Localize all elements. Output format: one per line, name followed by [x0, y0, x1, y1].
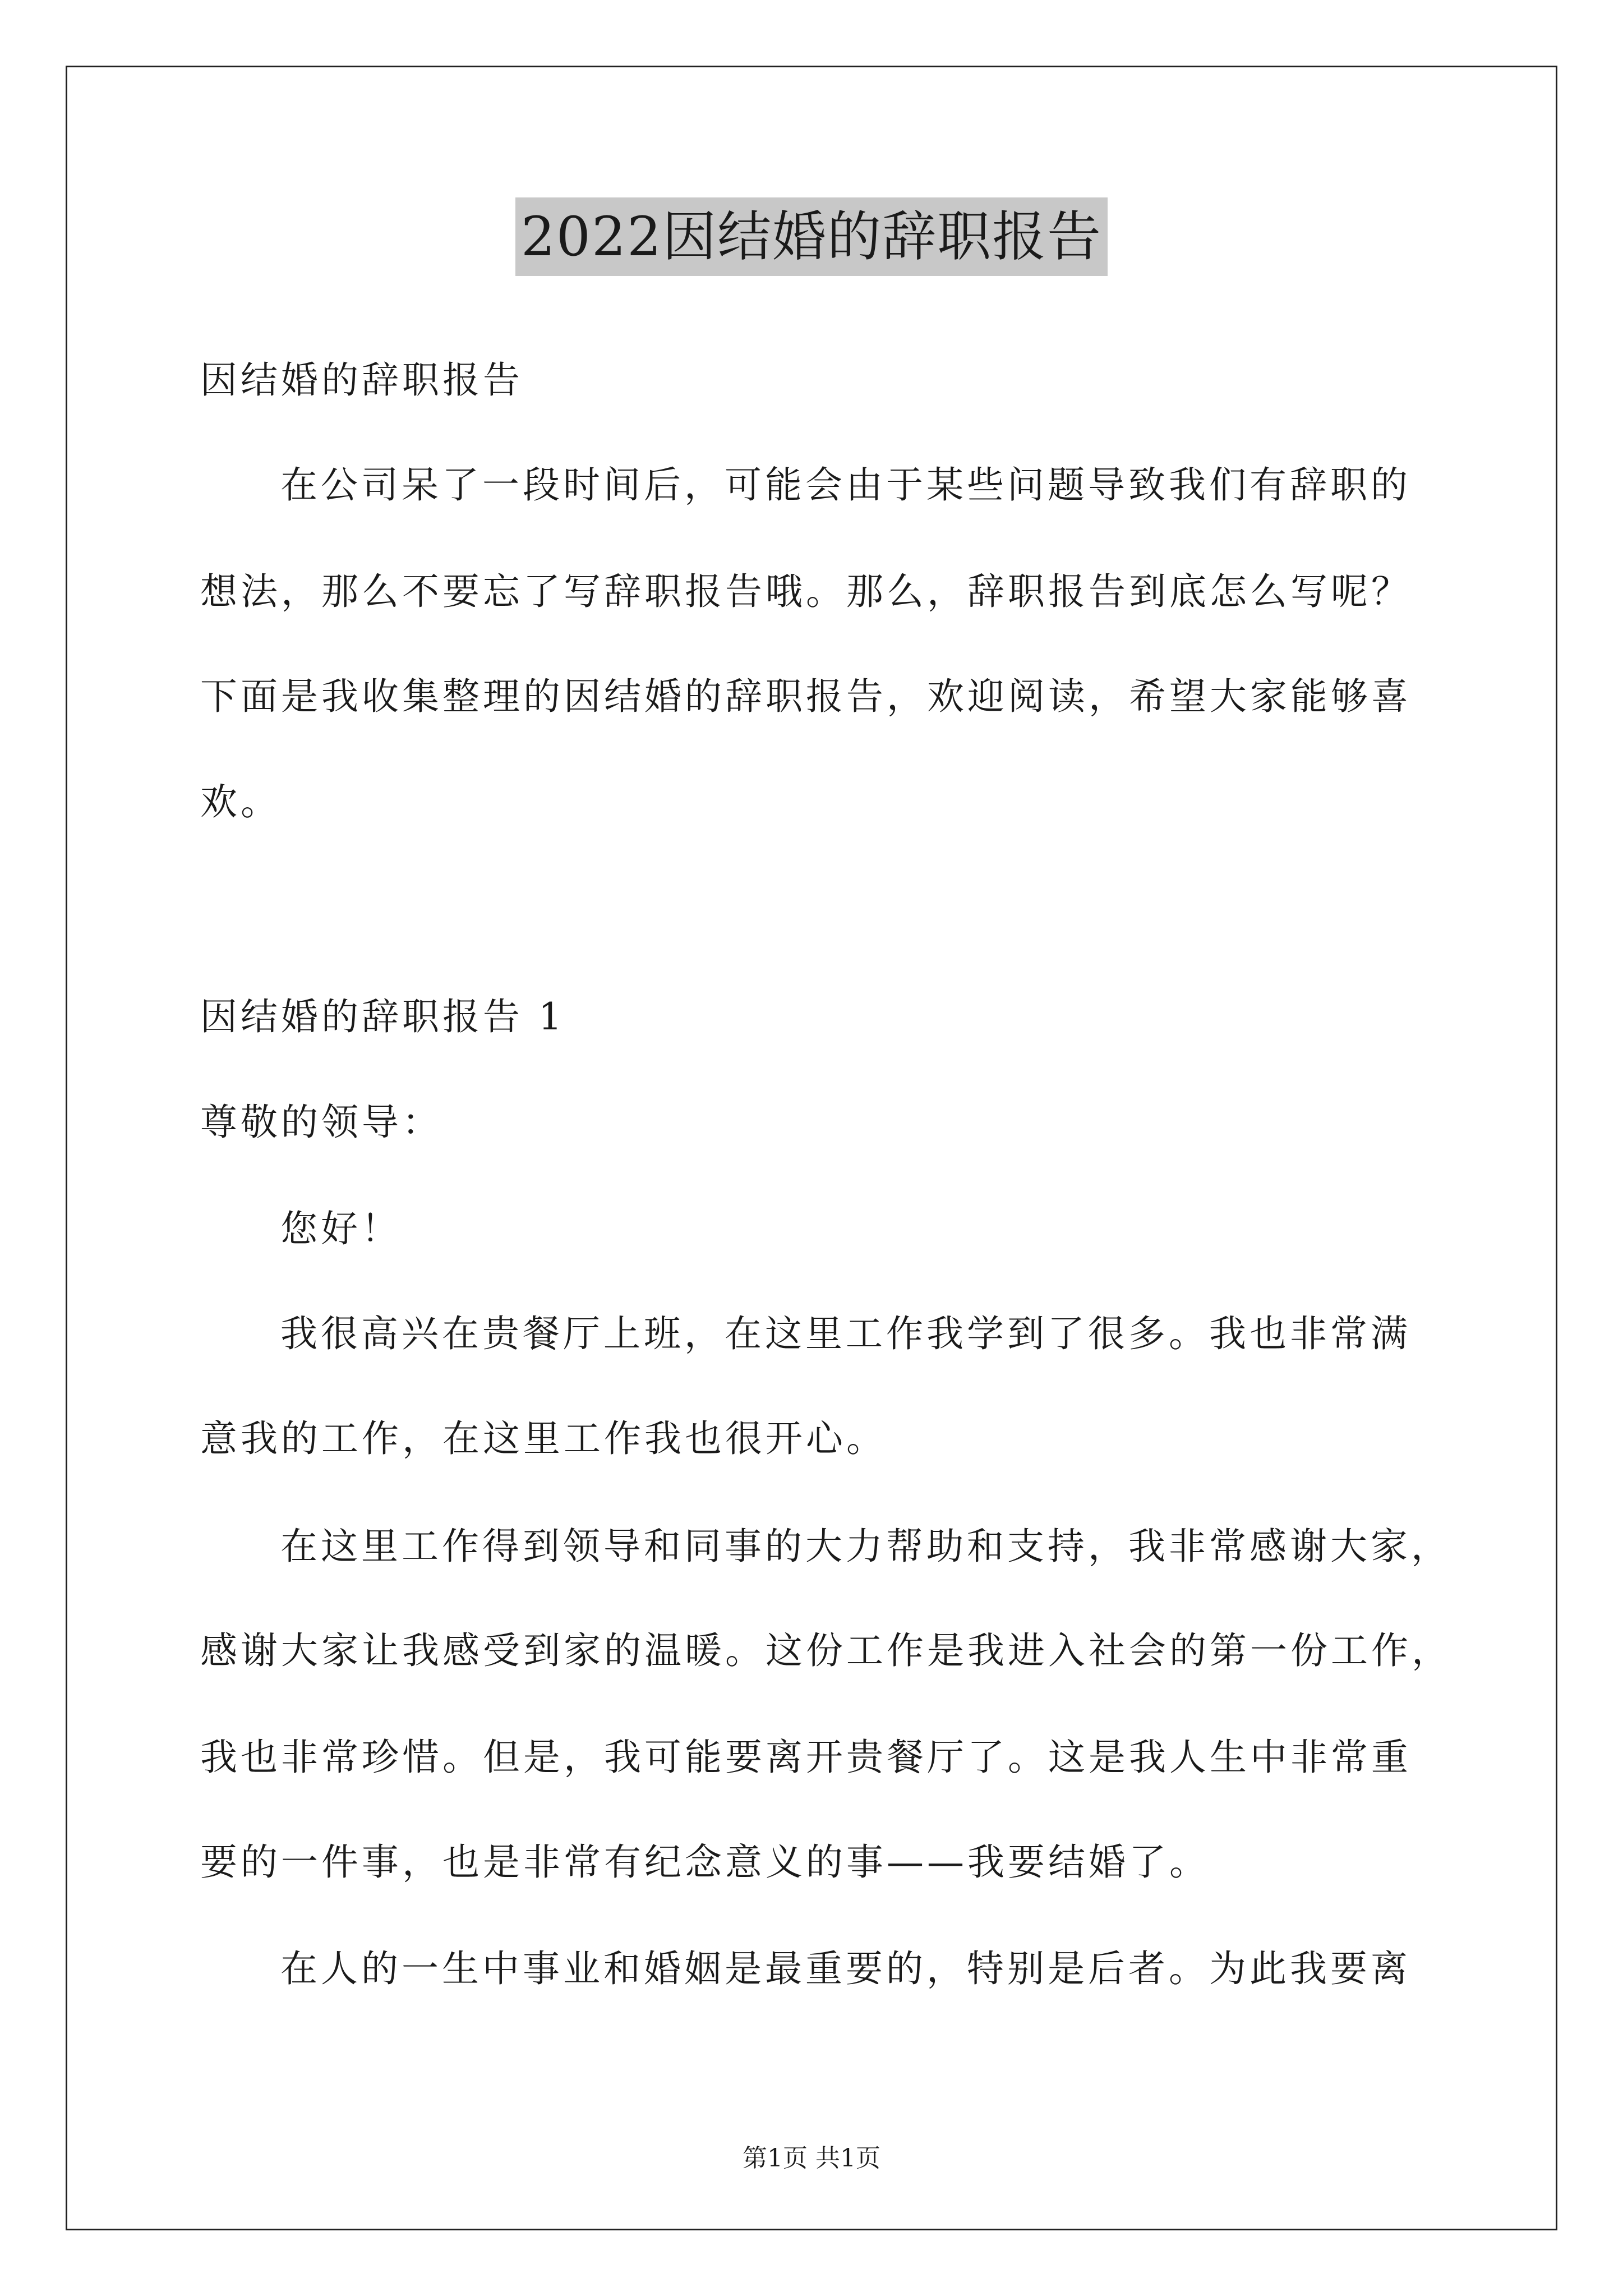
intro-line: 欢。	[200, 780, 281, 823]
intro-line: 下面是我收集整理的因结婚的辞职报告，欢迎阅读，希望大家能够喜	[200, 675, 1412, 718]
paragraph-line: 要的一件事，也是非常有纪念意义的事——我要结婚了。	[200, 1841, 1210, 1884]
greeting: 您好！	[280, 1207, 402, 1250]
title-container	[0, 197, 1623, 276]
paragraph-line: 在这里工作得到领导和同事的大力帮助和支持，我非常感谢大家，	[280, 1525, 1451, 1568]
paragraph-line: 意我的工作，在这里工作我也很开心。	[200, 1417, 887, 1460]
intro-line: 在公司呆了一段时间后，可能会由于某些问题导致我们有辞职的	[280, 463, 1411, 507]
page-footer: 第1页 共1页	[743, 2144, 880, 2173]
subtitle: 因结婚的辞职报告	[200, 358, 523, 402]
salutation: 尊敬的领导：	[200, 1101, 442, 1144]
section-heading: 因结婚的辞职报告 1	[200, 995, 565, 1038]
paragraph-line: 我也非常珍惜。但是，我可能要离开贵餐厅了。这是我人生中非常重	[200, 1736, 1412, 1779]
document-title: 2022因结婚的辞职报告	[515, 197, 1108, 276]
paragraph-line: 感谢大家让我感受到家的温暖。这份工作是我进入社会的第一份工作，	[200, 1629, 1452, 1672]
paragraph-line: 在人的一生中事业和婚姻是最重要的，特别是后者。为此我要离	[280, 1947, 1411, 1990]
intro-line: 想法，那么不要忘了写辞职报告哦。那么，辞职报告到底怎么写呢？	[200, 570, 1412, 613]
paragraph-line: 我很高兴在贵餐厅上班，在这里工作我学到了很多。我也非常满	[280, 1312, 1411, 1355]
